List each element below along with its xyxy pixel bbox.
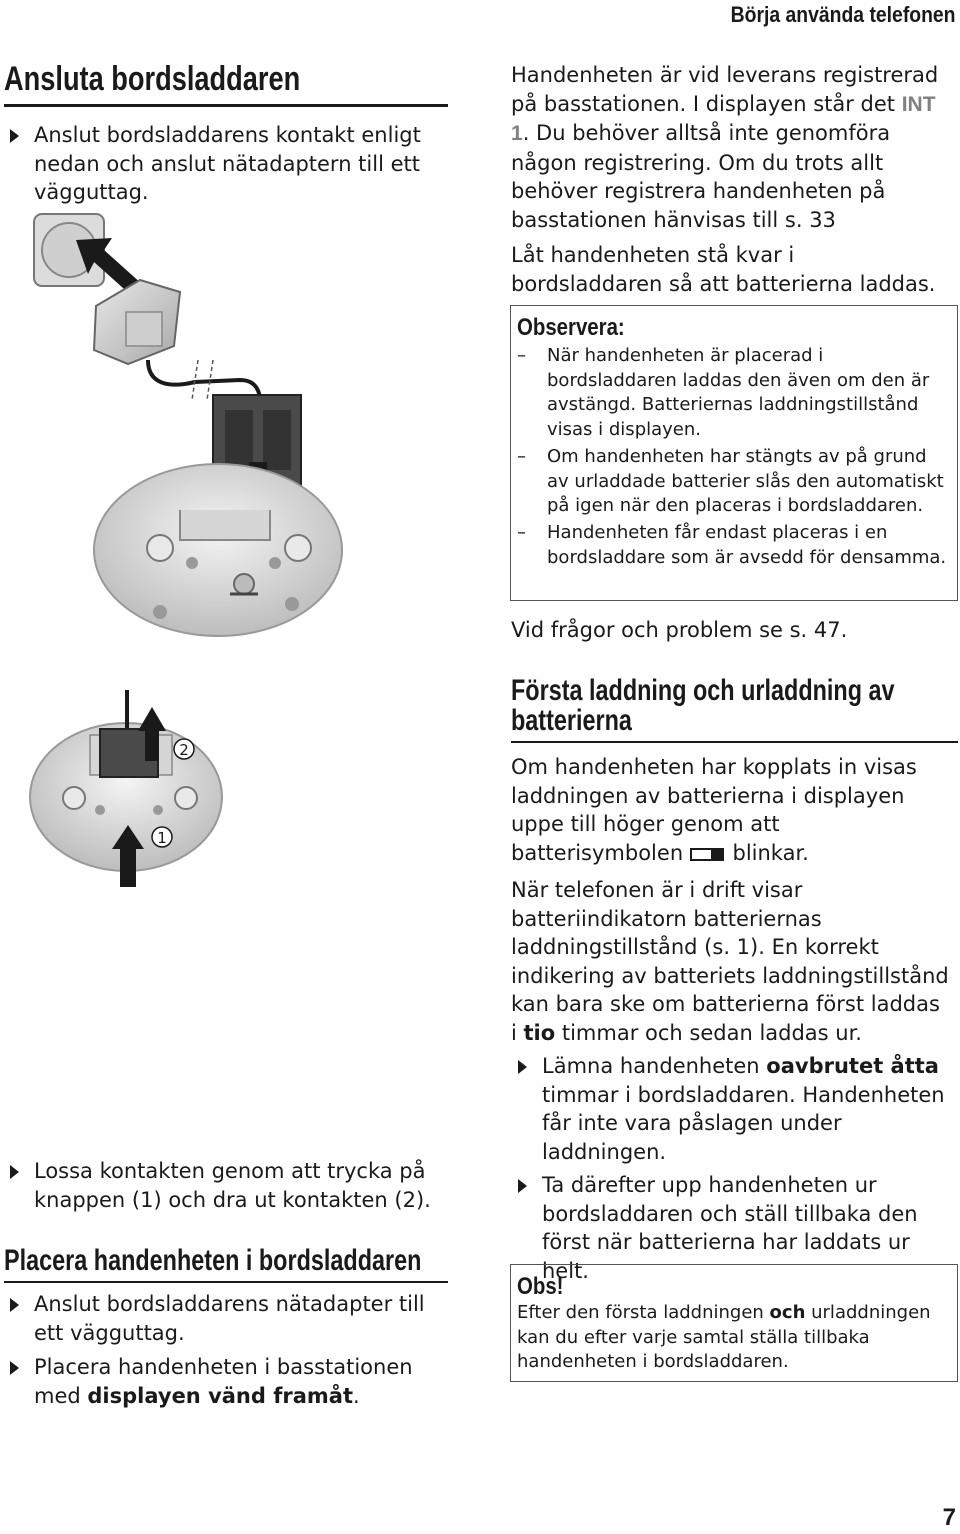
step-text-bold: displayen vänd framåt (87, 1383, 353, 1408)
callout-1-icon (152, 827, 172, 847)
page-number: 7 (942, 1504, 956, 1531)
section-title-first-charge: Första laddning och urladdning av batterierna (511, 674, 895, 737)
section-rule (511, 741, 958, 743)
power-adapter-icon (94, 280, 180, 364)
section-title-place-handset: Placera handenheten i bordsladdaren (4, 1244, 422, 1277)
dash-bullet: – (517, 446, 526, 467)
note-item: – När handenheten är placerad i bordsladdaren laddas den även om den är avstängd. Batteriernas laddningstillstånd visas i displayen. (517, 345, 930, 440)
obs-text: Efter den första laddningen och urladdningen kan du efter varje samtal ställa tillbaka handenheten i bordsladdaren. (517, 1302, 931, 1372)
note-box (510, 305, 958, 601)
callout-1-label: 1 (157, 829, 167, 847)
section-rule (4, 104, 448, 107)
section-rule (4, 1281, 448, 1283)
charger-base-icon (94, 464, 342, 636)
step-text: Placera handenheten i basstationen med (34, 1355, 413, 1408)
note-title: Observera: (517, 314, 625, 341)
bullet-arrow-icon (518, 1060, 527, 1074)
note-item: – Om handenheten har stängts av på grund av urladdade batterier slås den automatiskt på igen när den placeras i bordsladdaren. (517, 446, 944, 516)
obs-title: Obs! (517, 1273, 564, 1300)
display-text-int1: INT 1 (511, 92, 936, 145)
questions-reference: Vid frågor och problem se s. 47. (511, 618, 848, 642)
running-header: Börja använda telefonen (731, 2, 956, 27)
battery-icon (690, 848, 724, 861)
bullet-arrow-icon (10, 129, 19, 143)
bold-text: tio (523, 1020, 556, 1045)
step-charge-eight-hours: Lämna handenheten oavbrutet åtta timmar i bordsladdaren. Handenheten får inte vara påslagen under laddningen. (542, 1052, 954, 1166)
step-text: Anslut bordsladdarens kontakt enligt nedan och anslut nätadaptern till ett vägguttag. (34, 123, 421, 204)
bullet-arrow-icon (10, 1361, 19, 1375)
step-release-connector (34, 1157, 444, 1214)
step-text: Lossa kontakten genom att trycka på knappen (1) och dra ut kontakten (2). (34, 1159, 431, 1212)
step-text: Anslut bordsladdarens nätadapter till ett vägguttag. (34, 1292, 425, 1345)
bullet-arrow-icon (10, 1298, 19, 1312)
bullet-arrow-icon (518, 1179, 527, 1193)
step-remove-handset: Ta därefter upp handenheten ur bordsladdaren och ställ tillbaka den först när batterierna har laddats ur helt. (542, 1171, 954, 1285)
step-place-handset (34, 1353, 444, 1410)
note-item: – Handenheten får endast placeras i en bordsladdare som är avsedd för densamma. (517, 522, 947, 568)
section-title-connect-charger: Ansluta bordsladdaren (4, 60, 301, 98)
leave-in-charger-paragraph: Låt handenheten stå kvar i bordsladdaren så att batterierna laddas. (511, 243, 936, 296)
release-connector-illustration (28, 685, 238, 895)
battery-indicator-paragraph: När telefonen är i drift visar batteriindikatorn batteriernas laddningstillstånd (s. 1). En korrekt indikering av batteriets laddningstillstånd kan bara ske om batterierna först laddas i tio timmar och sedan laddas ur. (511, 878, 949, 1045)
battery-display-paragraph: Om handenheten har kopplats in visas laddningen av batterierna i displayen uppe till höger genom att batterisymbolen blinkar. (511, 755, 917, 865)
charger-connection-illustration (30, 210, 350, 640)
obs-box (510, 1264, 958, 1382)
dash-bullet: – (517, 522, 526, 543)
callout-2-icon (174, 739, 194, 759)
step-connect-charger (34, 121, 444, 207)
bold-text: oavbrutet åtta (766, 1054, 939, 1078)
step-text: . (352, 1383, 360, 1408)
bullet-arrow-icon (10, 1165, 19, 1179)
step-connect-adapter (34, 1290, 444, 1347)
intro-paragraph: Handenheten är vid leverans registrerad på basstationen. I displayen står det INT 1. Du behöver alltså inte genomföra någon registrering. Om du trots allt behöver registrera handenheten på basstationen hänvisas till s. 33 (511, 63, 939, 232)
dash-bullet: – (517, 345, 526, 366)
bold-text: och (769, 1302, 806, 1323)
callout-2-label: 2 (179, 741, 189, 759)
